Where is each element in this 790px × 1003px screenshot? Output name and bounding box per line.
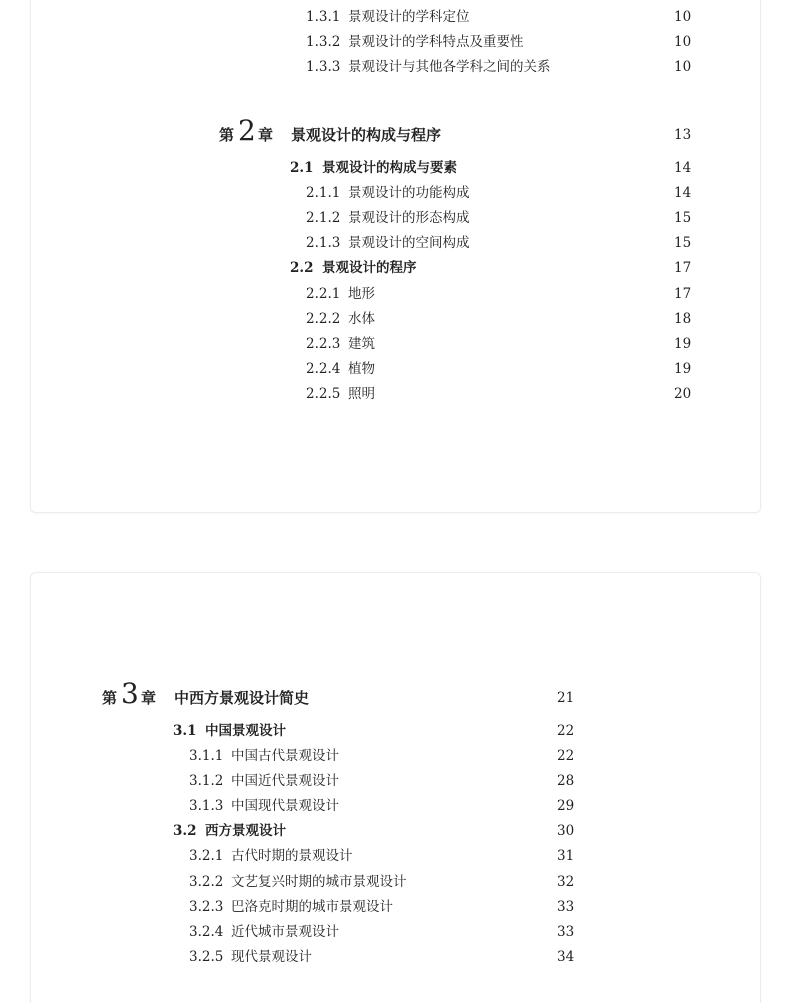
entry-title: 巴洛克时期的城市景观设计	[231, 899, 393, 915]
entry-number: 2.2.4	[306, 361, 341, 377]
entry-page: 29	[557, 798, 575, 814]
entry-title: 景观设计的学科定位	[348, 9, 470, 25]
entry-page: 10	[674, 59, 692, 75]
entry-page: 33	[557, 899, 575, 915]
entry-number: 1.3.3	[306, 59, 341, 75]
chapter-3-heading[interactable]	[102, 677, 402, 715]
entry-number: 3.2.1	[189, 848, 224, 864]
entry-page: 33	[557, 924, 575, 940]
entry-title: 景观设计的功能构成	[348, 185, 470, 201]
entry-title: 景观设计的形态构成	[348, 210, 470, 226]
entry-number: 1.3.2	[306, 34, 341, 50]
chapter-number: 3	[121, 677, 139, 710]
entry-page: 32	[557, 874, 575, 890]
entry-title: 近代城市景观设计	[231, 924, 339, 940]
chapter-prefix: 第	[219, 126, 235, 144]
entry-page: 14	[674, 160, 692, 176]
entry-page: 22	[557, 748, 575, 764]
section-title: 中国景观设计	[205, 723, 286, 739]
entry-title: 水体	[348, 311, 375, 327]
entry-title: 现代景观设计	[231, 949, 312, 965]
entry-page: 15	[674, 235, 692, 251]
section-title: 西方景观设计	[205, 823, 286, 839]
entry-page: 19	[674, 361, 692, 377]
chapter-title: 景观设计的构成与程序	[291, 126, 442, 144]
entry-title: 中国近代景观设计	[231, 773, 339, 789]
entry-number: 3.2.5	[189, 949, 224, 965]
entry-page: 17	[674, 260, 692, 276]
section-title: 景观设计的构成与要素	[322, 160, 457, 176]
entry-page: 28	[557, 773, 575, 789]
section-number: 3.2	[173, 823, 197, 839]
entry-page: 31	[557, 848, 575, 864]
entry-title: 中国古代景观设计	[231, 748, 339, 764]
entry-number: 2.2.3	[306, 336, 341, 352]
chapter-suffix: 章	[258, 126, 274, 144]
section-title: 景观设计的程序	[322, 260, 417, 276]
entry-number: 2.1.1	[306, 185, 341, 201]
section-number: 2.1	[290, 160, 314, 176]
toc-page-card-1	[30, 0, 761, 513]
entry-title: 古代时期的景观设计	[231, 848, 353, 864]
chapter-prefix: 第	[102, 689, 118, 707]
entry-title: 景观设计的学科特点及重要性	[348, 34, 524, 50]
entry-title: 建筑	[348, 336, 375, 352]
entry-page: 15	[674, 210, 692, 226]
entry-page: 19	[674, 336, 692, 352]
chapter-2-heading[interactable]	[219, 114, 519, 152]
entry-page: 22	[557, 723, 575, 739]
entry-title: 景观设计的空间构成	[348, 235, 470, 251]
entry-number: 3.1.1	[189, 748, 224, 764]
entry-number: 1.3.1	[306, 9, 341, 25]
chapter-suffix: 章	[141, 689, 157, 707]
section-number: 2.2	[290, 260, 314, 276]
toc-page-card-2	[30, 572, 761, 1003]
entry-number: 3.2.4	[189, 924, 224, 940]
entry-number: 2.2.2	[306, 311, 341, 327]
section-number: 3.1	[173, 723, 197, 739]
entry-number: 3.1.2	[189, 773, 224, 789]
entry-number: 3.1.3	[189, 798, 224, 814]
entry-page: 30	[557, 823, 575, 839]
chapter-number: 2	[238, 114, 256, 147]
entry-page: 20	[674, 386, 692, 402]
chapter-page: 21	[557, 690, 575, 706]
entry-page: 17	[674, 286, 692, 302]
entry-number: 2.2.1	[306, 286, 341, 302]
chapter-page: 13	[674, 127, 692, 143]
entry-page: 14	[674, 185, 692, 201]
chapter-title: 中西方景观设计简史	[174, 689, 310, 707]
entry-title: 文艺复兴时期的城市景观设计	[231, 874, 407, 890]
entry-number: 3.2.3	[189, 899, 224, 915]
entry-page: 10	[674, 34, 692, 50]
entry-page: 34	[557, 949, 575, 965]
entry-title: 照明	[348, 386, 375, 402]
entry-title: 中国现代景观设计	[231, 798, 339, 814]
entry-page: 18	[674, 311, 692, 327]
entry-page: 10	[674, 9, 692, 25]
entry-title: 景观设计与其他各学科之间的关系	[348, 59, 551, 75]
entry-number: 2.1.2	[306, 210, 341, 226]
entry-number: 2.2.5	[306, 386, 341, 402]
entry-number: 2.1.3	[306, 235, 341, 251]
entry-title: 地形	[348, 286, 375, 302]
entry-number: 3.2.2	[189, 874, 224, 890]
entry-title: 植物	[348, 361, 375, 377]
